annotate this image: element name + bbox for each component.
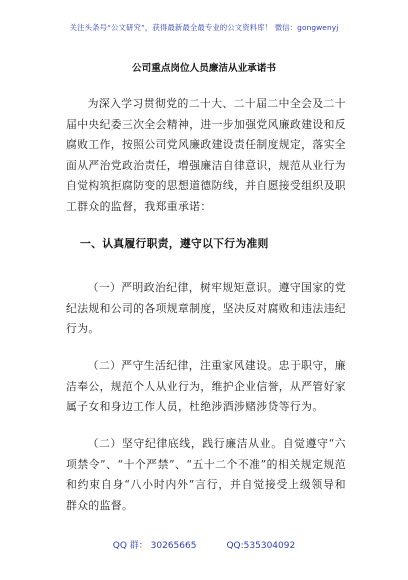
item-paragraph-2: （二）严守生活纪律，注重家风建设。忠于职守，廉洁奉公，规范个人从业行为，维护企业信誉，从严管好家属子女和身边工作人员，杜绝涉酒涉赌涉贷等行为。 — [66, 359, 346, 414]
footer-qq-group: QQ 群： 30265665 — [112, 541, 197, 551]
footer-contacts — [0, 538, 408, 551]
footer-qq: QQ:535304092 — [226, 541, 296, 551]
intro-paragraph: 为深入学习贯彻党的二十大、二十届二中全会及二十届中央纪委三次全会精神，进一步加强党风廉政建设和反腐败工作，按照公司党风廉政建设责任制度规定，落实全面从严治党政治责任，增强廉洁自律意识，规范从业行为自觉构筑拒腐防变的思想道德防线，并自愿接受组织及职工群众的监督，我郑重承诺： — [66, 97, 346, 213]
item-paragraph-3: （二）坚守纪律底线，践行廉洁从业。自觉遵守“六项禁令”、“十个严禁”、“五十二个不准”的相关规定规范和约束自身“八小时内外”言行，并自觉接受上级领导和群众的监督。 — [66, 437, 346, 512]
document-title: 公司重点岗位人员廉洁从业承诺书 — [132, 63, 276, 74]
header-note: 关注头条号“公文研究”，获得最新最全最专业的公文资料库！ 微信：gongwenyj — [69, 23, 339, 32]
item-paragraph-1: （一）严明政治纪律，树牢规矩意识。遵守国家的党纪法规和公司的各项规章制度，坚决反对腐败和违法违纪行为。 — [66, 281, 346, 336]
section-heading: 一、认真履行职责，遵守以下行为准则 — [80, 237, 269, 250]
